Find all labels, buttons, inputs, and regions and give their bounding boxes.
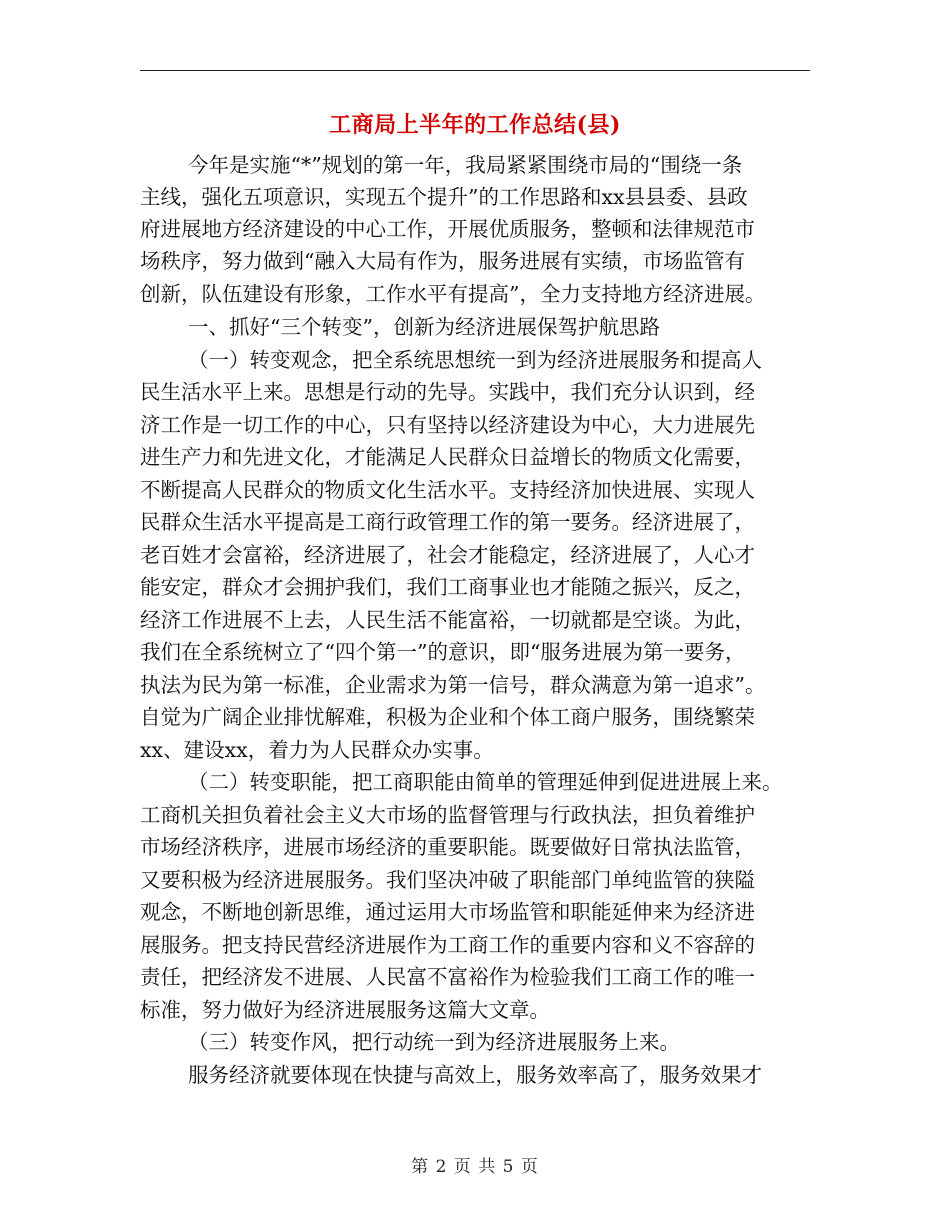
text-line: 创新，队伍建设有形象，工作水平有提高”，全力支持地方经济进展。 bbox=[140, 282, 766, 306]
text-line: （三）转变作风，把行动统一到为经济进展服务上来。 bbox=[188, 1030, 680, 1054]
section-heading: 一、抓好“三个转变”，创新为经济进展保驾护航思路 bbox=[188, 315, 660, 339]
text-line: （一）转变观念，把全系统思想统一到为经济进展服务和提高人 bbox=[188, 348, 762, 372]
text-line: 老百姓才会富裕，经济进展了，社会才能稳定，经济进展了，人心才 bbox=[140, 543, 755, 567]
text-line: xx、建设xx，着力为人民群众办实事。 bbox=[140, 738, 494, 762]
text-line: 主线，强化五项意识，实现五个提升”的工作思路和xx县县委、县政 bbox=[140, 185, 748, 209]
text-line: 展服务。把支持民营经济进展作为工商工作的重要内容和义不容辞的 bbox=[140, 933, 755, 957]
text-line: 执法为民为第一标准，企业需求为第一信号，群众满意为第一追求”。 bbox=[140, 673, 766, 697]
text-line: 观念，不断地创新思维，通过运用大市场监管和职能延伸来为经济进 bbox=[140, 900, 755, 924]
text-line: 进生产力和先进文化，才能满足人民群众日益增长的物质文化需要， bbox=[140, 445, 755, 469]
text-line: 我们在全系统树立了“四个第一”的意识，即“服务进展为第一要务， bbox=[140, 640, 746, 664]
text-line: 标准，努力做好为经济进展服务这篇大文章。 bbox=[140, 998, 550, 1022]
text-line: 自觉为广阔企业排忧解难，积极为企业和个体工商户服务，围绕繁荣 bbox=[140, 705, 755, 729]
text-line: 不断提高人民群众的物质文化生活水平。支持经济加快进展、实现人 bbox=[140, 478, 755, 502]
text-line: 经济工作进展不上去，人民生活不能富裕，一切就都是空谈。为此， bbox=[140, 608, 755, 632]
text-line: 责任，把经济发不进展、人民富不富裕作为检验我们工商工作的唯一 bbox=[140, 965, 755, 989]
text-line: 工商机关担负着社会主义大市场的监督管理与行政执法，担负着维护 bbox=[140, 803, 755, 827]
text-line: 民生活水平上来。思想是行动的先导。实践中，我们充分认识到，经 bbox=[140, 380, 755, 404]
text-line: 市场经济秩序，进展市场经济的重要职能。既要做好日常执法监管， bbox=[140, 835, 755, 859]
text-line: 济工作是一切工作的中心，只有坚持以经济建设为中心，大力进展先 bbox=[140, 413, 755, 437]
text-line: 府进展地方经济建设的中心工作，开展优质服务，整顿和法律规范市 bbox=[140, 217, 755, 241]
text-line: 能安定，群众才会拥护我们，我们工商事业也才能随之振兴，反之， bbox=[140, 575, 755, 599]
header-rule bbox=[140, 70, 810, 71]
text-line: 今年是实施“*”规划的第一年，我局紧紧围绕市局的“围绕一条 bbox=[188, 153, 743, 177]
text-line: 服务经济就要体现在快捷与高效上，服务效率高了，服务效果才 bbox=[188, 1063, 762, 1087]
text-line: 场秩序，努力做到“融入大局有作为，服务进展有实绩，市场监管有 bbox=[140, 249, 745, 273]
page-number: 第 2 页 共 5 页 bbox=[411, 1157, 539, 1177]
text-line: （二）转变职能，把工商职能由简单的管理延伸到促进进展上来。 bbox=[188, 770, 783, 794]
document-title: 工商局上半年的工作总结(县) bbox=[329, 112, 621, 138]
text-line: 民群众生活水平提高是工商行政管理工作的第一要务。经济进展了， bbox=[140, 510, 755, 534]
text-line: 又要积极为经济进展服务。我们坚决冲破了职能部门单纯监管的狭隘 bbox=[140, 868, 755, 892]
